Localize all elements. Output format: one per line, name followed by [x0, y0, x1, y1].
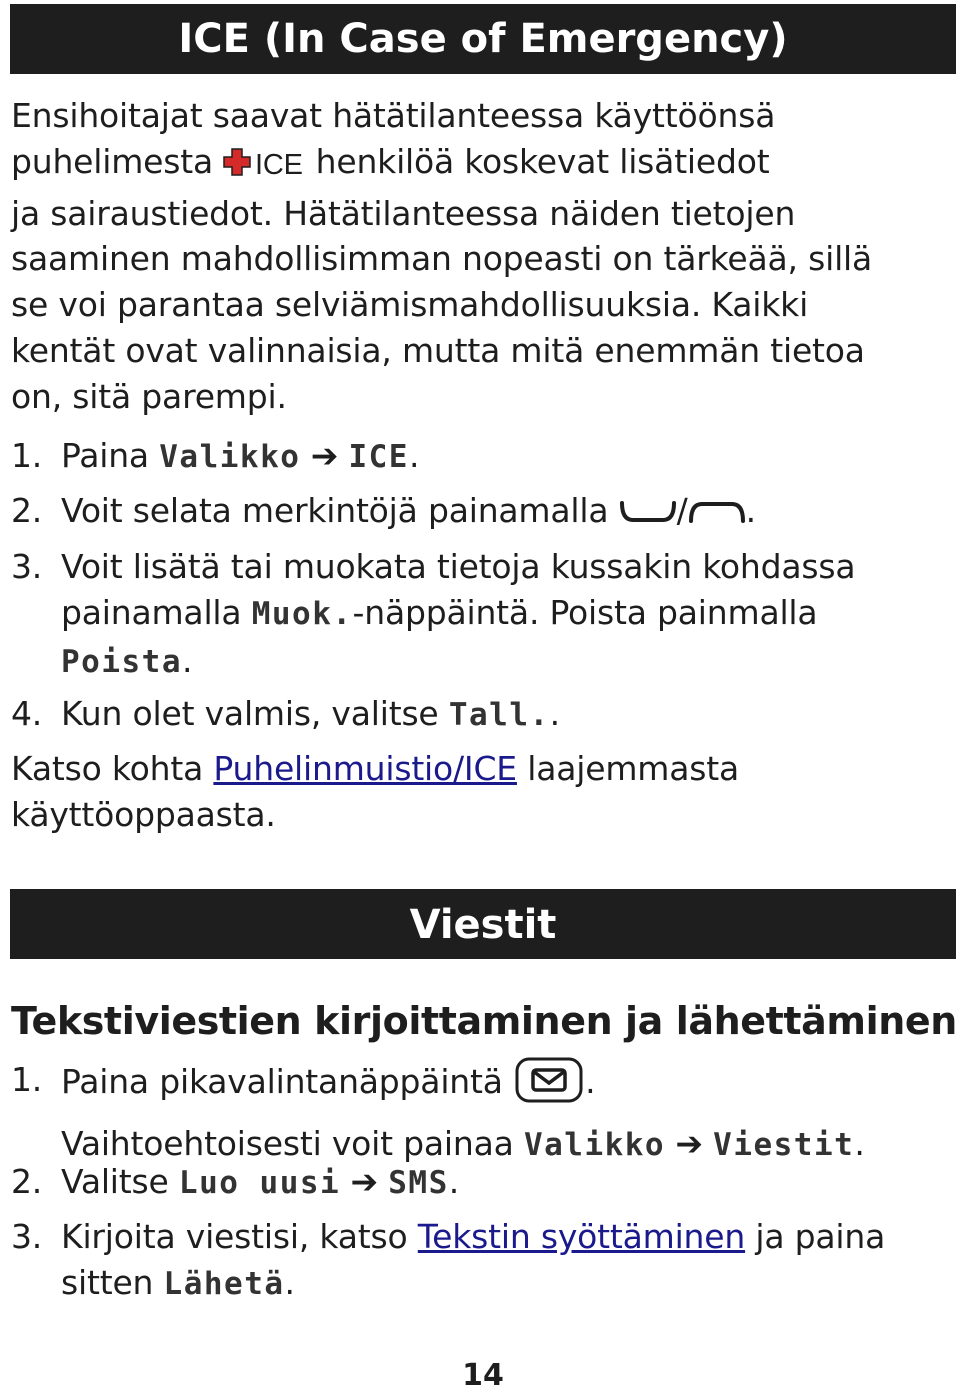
step-text-part: .	[549, 694, 560, 733]
step-number: 2.	[11, 491, 43, 530]
ice-logo-text: ICE	[255, 148, 304, 179]
step-text-part: .	[284, 1262, 295, 1302]
step-line	[61, 1214, 885, 1260]
arrow-icon: ➔	[350, 1162, 378, 1201]
step-text	[61, 433, 419, 481]
intro-line	[11, 139, 956, 191]
menu-keyword: Tall.	[448, 697, 550, 733]
step-text-part: ja paina	[745, 1217, 886, 1256]
menu-keyword: Valikko	[523, 1126, 666, 1163]
intro-line: on, sitä parempi.	[11, 376, 287, 416]
step-number: 2.	[11, 1162, 43, 1201]
step-text	[61, 1159, 459, 1207]
step-text	[61, 691, 560, 739]
step-line	[61, 1057, 865, 1115]
separator: /	[676, 491, 688, 530]
step-number: 4.	[11, 694, 43, 733]
intro-line: se voi parantaa selviämismahdollisuuksia. Kaikki	[11, 285, 809, 325]
intro-line: ja sairaustiedot. Hätätilanteessa näiden tietojen	[11, 193, 796, 233]
arrow-icon: ➔	[310, 436, 339, 475]
step-text-part: Kirjoita viestisi, katso	[61, 1217, 418, 1256]
scroll-up-key-icon	[688, 490, 746, 536]
subheading: Tekstiviestien kirjoittaminen ja lähettäminen	[11, 999, 957, 1043]
step-number: 1.	[11, 436, 43, 475]
intro-line: saaminen mahdollisimman nopeasti on tärkeää, sillä	[11, 239, 873, 279]
menu-keyword: Lähetä	[163, 1265, 285, 1302]
step-number: 3.	[11, 1217, 43, 1256]
phonebook-ice-link[interactable]: Puhelinmuistio/ICE	[213, 749, 517, 788]
ice-logo-icon	[223, 145, 305, 191]
section-header-messages: Viestit	[10, 889, 956, 959]
step-text-part: Paina	[61, 436, 160, 475]
step-text	[61, 1214, 885, 1308]
see-also-line: käyttöoppaasta.	[11, 794, 276, 834]
see-also-text: laajemmasta	[516, 749, 740, 788]
menu-keyword: Luo uusi	[178, 1165, 341, 1201]
intro-text: henkilöä koskevat lisätiedot	[315, 141, 770, 181]
step-text	[61, 488, 756, 535]
menu-keyword: Poista	[61, 643, 182, 680]
see-also-paragraph	[11, 746, 956, 838]
menu-keyword: Viestit	[713, 1126, 855, 1163]
step-text-part: .	[448, 1162, 460, 1201]
step-text	[61, 544, 855, 685]
page-number: 14	[462, 1358, 504, 1393]
step-text-part: Voit selata merkintöjä painamalla	[61, 491, 609, 530]
menu-keyword: ICE	[348, 439, 409, 475]
step-text	[61, 1057, 865, 1169]
step-text-part: .	[408, 436, 420, 475]
menu-keyword: Valikko	[159, 439, 301, 475]
see-also-text: Katso kohta	[11, 749, 214, 788]
menu-keyword: Muok.	[251, 595, 353, 632]
text-input-link[interactable]: Tekstin syöttäminen	[417, 1217, 746, 1256]
step-number: 1.	[11, 1060, 43, 1099]
step-line	[61, 638, 855, 686]
step-line: Voit lisätä tai muokata tietoja kussakin kohdassa	[61, 547, 856, 586]
intro-line: kentät ovat valinnaisia, mutta mitä enemmän tietoa	[11, 330, 865, 370]
arrow-icon: ➔	[675, 1123, 703, 1163]
section-header-ice: ICE (In Case of Emergency)	[10, 4, 956, 74]
step-text-part: Paina pikavalintanäppäintä	[61, 1062, 503, 1101]
step-text-part: Valitse	[61, 1162, 179, 1201]
menu-keyword: SMS	[388, 1165, 449, 1201]
see-also-line	[11, 746, 956, 792]
step-text-part: sitten	[61, 1262, 164, 1302]
step-text-part: painamalla	[61, 592, 252, 632]
step-text-part: -näppäintä. Poista painmalla	[352, 592, 818, 632]
scroll-down-key-icon	[619, 490, 677, 536]
step-line	[61, 590, 855, 638]
ice-intro-paragraph	[11, 93, 956, 420]
message-key-icon	[515, 1057, 583, 1115]
step-text-part: Vaihtoehtoisesti voit painaa	[61, 1123, 524, 1163]
step-text-part: .	[745, 491, 756, 530]
step-text-part: .	[854, 1123, 865, 1163]
step-number: 3.	[11, 547, 43, 586]
step-text-part: .	[181, 640, 193, 680]
step-text-part: Kun olet valmis, valitse	[61, 694, 449, 733]
step-line	[61, 1260, 885, 1308]
intro-line: Ensihoitajat saavat hätätilanteessa käyttöönsä	[11, 96, 776, 135]
intro-text: puhelimesta	[11, 141, 214, 181]
step-text-part: .	[585, 1062, 596, 1101]
